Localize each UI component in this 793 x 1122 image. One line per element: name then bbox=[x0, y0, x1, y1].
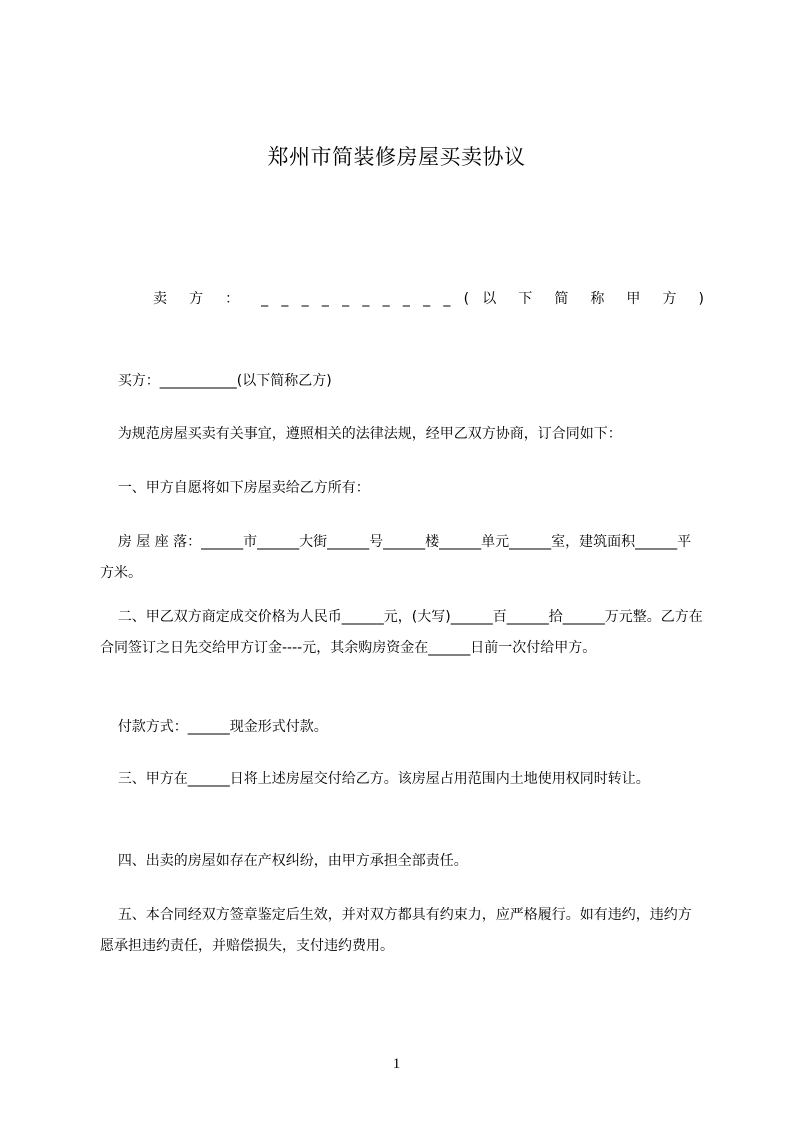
clause-5-effect: 五、本合同经双方签章鉴定后生效，并对双方都具有约束力，应严格履行。如有违约，违约方愿承担违约责任，并赔偿损失，支付违约费用。 bbox=[100, 907, 692, 954]
page-number: 1 bbox=[392, 1056, 401, 1072]
clause-2-price: 二、甲乙双方商定成交价格为人民币______元，(大写)______百______拾______万元整。乙方在合同签订之日先交给甲方订金----元，其余购房资金在______日前一次付给甲方。 bbox=[100, 609, 703, 656]
seller-line: 卖 方 ： _ _ _ _ _ _ _ _ _ _ ( 以 下 简 称 甲 方 ) bbox=[100, 291, 704, 307]
clause-4-dispute: 四、出卖的房屋如存在产权纠纷，由甲方承担全部责任。 bbox=[100, 853, 468, 869]
payment-method: 付款方式：______现金形式付款。 bbox=[100, 719, 328, 735]
clause-1: 一、甲方自愿将如下房屋卖给乙方所有： bbox=[100, 480, 370, 496]
clause-3-delivery: 三、甲方在______日将上述房屋交付给乙方。该房屋占用范围内土地使用权同时转让。 bbox=[100, 771, 650, 787]
intro-paragraph: 为规范房屋买卖有关事宜，遵照相关的法律法规，经甲乙双方协商，订合同如下： bbox=[100, 426, 622, 442]
document-title: 郑州市简装修房屋买卖协议 bbox=[267, 145, 526, 169]
buyer-line: 买方：___________(以下简称乙方) bbox=[100, 373, 332, 389]
property-location-paragraph: 房 屋 座 落：______市______大街______号______楼______单元______室，建筑面积______平方米。 bbox=[100, 534, 692, 581]
